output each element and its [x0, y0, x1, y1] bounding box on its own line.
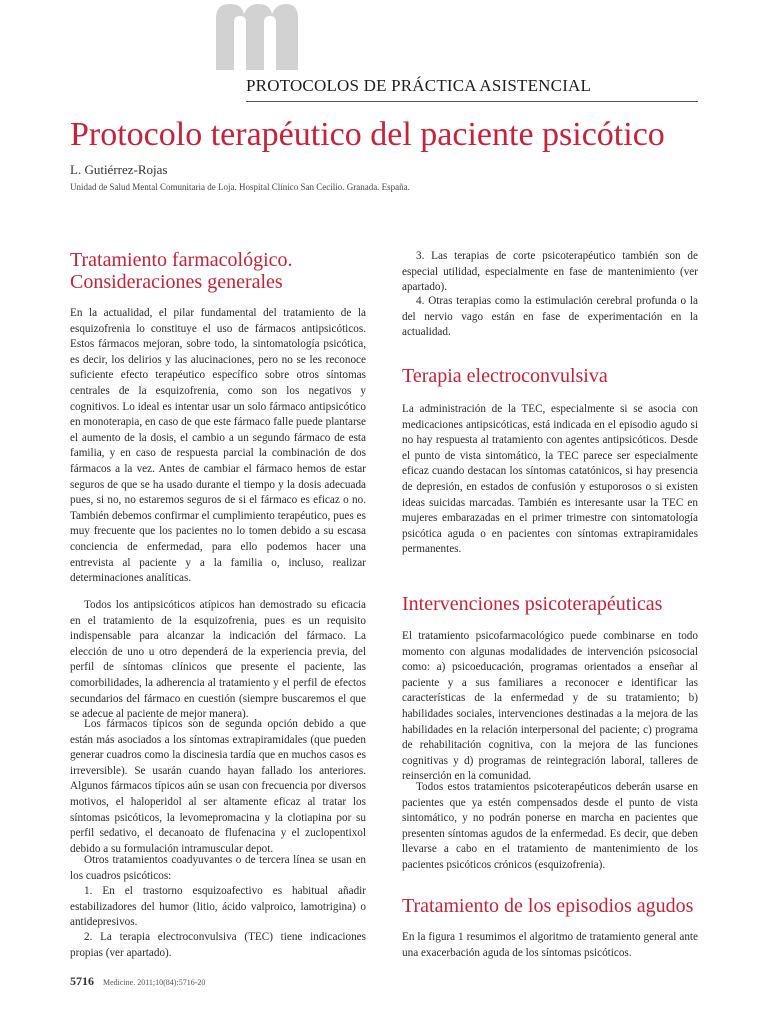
list-item: 2. La terapia electroconvulsiva (TEC) tiene indicaciones propias (ver apartado). — [70, 931, 366, 959]
paragraph: En la actualidad, el pilar fundamental del tratamiento de la esquizofrenia lo constituye el uso de fármacos antipsicóticos. Estos fármacos mejoran, sobre todo, la sintomatología psicótica, es decir, los delirios y las alucinaciones, pero no se les reconoce suficiente efecto terapéutico específico sobre otros síntomas centrales de la esquizofrenia, como son los negativos y cognitivos. Lo ideal es intentar usar un solo fármaco antipsicótico en monoterapia, en caso de que este fármaco falle puede plantarse el aumento de la dosis, el cambio a un segundo fármaco de esta familia, y en caso de respuesta parcial la combinación de dos fármacos a la vez. Antes de cambiar el fármaco hemos de estar seguros de que se ha usado durante el tiempo y la dosis adecuada pues, si no, no estaremos seguros de si el fármaco es eficaz o no. También debemos confirmar el cumplimiento terapéutico, pues es muy frecuente que los pacientes no lo tomen debido a su escasa conciencia de enfermedad, para ello podemos hacer una entrevista al paciente y a la familia o, incluso, realizar determinaciones analíticas. — [70, 307, 366, 585]
list-item: 1. En el trastorno esquizoafectivo es habitual añadir estabilizadores del humor (litio, ácido valproico, lamotrigina) o antidepresivos. — [70, 885, 366, 929]
section-label: PROTOCOLOS DE PRÁCTICA ASISTENCIAL — [246, 76, 592, 95]
article-author: L. Gutiérrez-Rojas — [70, 162, 168, 177]
page-footer — [70, 974, 205, 989]
list-item: 3. Las terapias de corte psicoterapéutico también son de especial utilidad, especialmente en fase de mantenimiento (ver apartado). — [402, 250, 698, 294]
page-number: 5716 — [70, 974, 94, 988]
paragraph: En la figura 1 resumimos el algoritmo de tratamiento general ante una exacerbación aguda de los síntomas psicóticos. — [402, 931, 698, 959]
medicine-logo — [212, 0, 300, 70]
article-title: Protocolo terapéutico del paciente psicótico — [70, 116, 665, 153]
list-item: 4. Otras terapias como la estimulación cerebral profunda o la del nervio vago están en fase de experimentación en la actualidad. — [402, 295, 698, 339]
paragraph: El tratamiento psicofarmacológico puede combinarse en todo momento con algunas modalidades de intervención psicosocial como: a) psicoeducación, programas orientados a enseñar al paciente y a sus familiares a reconocer e identificar las características de la enfermedad y de su tratamiento; b) habilidades sociales, intervenciones destinadas a la mejora de las habilidades en la relación interpersonal del paciente; c) programa de rehabilitación cognitiva, con la mejora de las funciones cognitivas y d) programas de reintegración laboral, talleres de reinserción en la comunidad. — [402, 630, 698, 783]
heading-tratamiento-farmacologico: Tratamiento farmacológico. Consideraciones generales — [70, 249, 293, 293]
article-affiliation: Unidad de Salud Mental Comunitaria de Loja. Hospital Clínico San Cecilio. Granada. España. — [70, 182, 410, 192]
paragraph: La administración de la TEC, especialmente si se asocia con medicaciones antipsicóticas, está indicada en el episodio agudo si no hay respuesta al tratamiento con agentes antipsicóticos. Desde el punto de vista sintomático, la TEC parece ser especialmente eficaz cuando destacan los síntomas catatónicos, si hay presencia de depresión, en estados de confusión y estuporosos o si existen ideas suicidas marcadas. También es interesante usar la TEC en mujeres embarazadas en el primer trimestre con sintomatología psicótica aguda o en pacientes con síntomas extrapiramidales permanentes. — [402, 403, 698, 556]
heading-terapia-electroconvulsiva: Terapia electroconvulsiva — [402, 365, 608, 387]
paragraph: Los fármacos típicos son de segunda opción debido a que están más asociados a los síntomas extrapiramidales (que pueden generar cuadros como la discinesia tardía que en muchos casos es irreversible). Se usarán cuando hayan fallado los anteriores. Algunos fármacos típicos aún se usan con frecuencia por diversos motivos, el haloperidol al ser altamente eficaz al tratar los síntomas psicóticos, la levomepromacina y la clotiapina por su perfil sedativo, el decanoato de flufenacina y el zuclopentixol debido a su formulación intramuscular depot. — [70, 718, 366, 855]
paragraph: Todos estos tratamientos psicoterapéuticos deberán usarse en pacientes que ya estén compensados desde el punto de vista sintomático, y no podrán ponerse en marcha en pacientes que presenten síntomas agudos de la enfermedad. Es decir, que deben llevarse a cabo en el tratamiento de mantenimiento de los pacientes psicóticos crónicos (esquizofrenia). — [402, 781, 698, 871]
paragraph: Otros tratamientos coadyuvantes o de tercera línea se usan en los cuadros psicóticos: — [70, 854, 366, 882]
section-header — [246, 73, 698, 102]
paragraph: Todos los antipsicóticos atípicos han demostrado su eficacia en el tratamiento de la esquizofrenia, pues es un requisito indispensable para alcanzar la indicación del fármaco. La elección de uno u otro dependerá de la experiencia previa, del perfil de síntomas clínicos que presente el paciente, las comorbilidades, la adherencia al tratamiento y el perfil de efectos secundarios del fármaco en cuestión (siempre buscaremos el que se adecue al paciente de mejor manera). — [70, 599, 366, 721]
heading-episodios-agudos: Tratamiento de los episodios agudos — [402, 895, 694, 917]
citation: Medicine. 2011;10(84):5716-20 — [103, 978, 206, 987]
heading-intervenciones-psicoterapeuticas: Intervenciones psicoterapéuticas — [402, 593, 663, 615]
